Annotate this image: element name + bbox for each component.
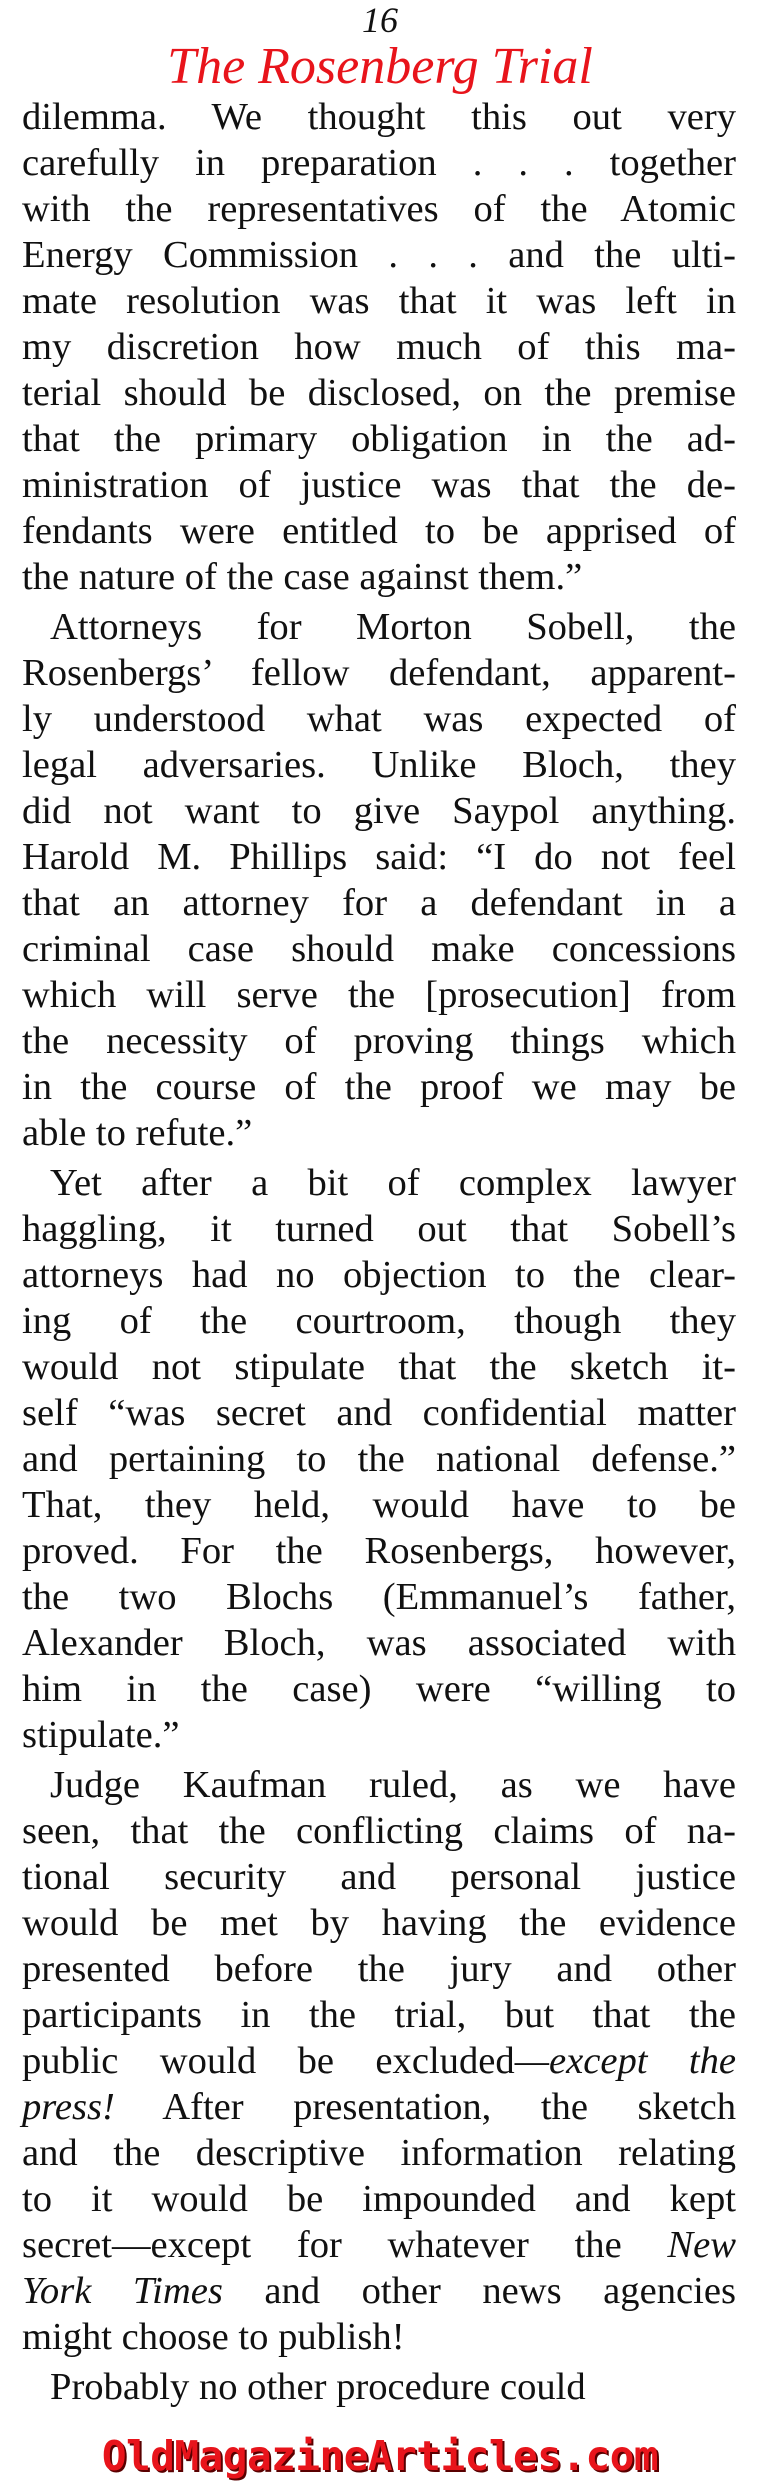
text-line: That, they held, would have to be <box>22 1484 736 1526</box>
text-line: my discretion how much of this ma- <box>22 326 736 368</box>
text-line: Harold M. Phillips said: “I do not feel <box>22 836 736 878</box>
text-line: Attorneys for Morton Sobell, the <box>50 606 736 648</box>
text-line: self “was secret and confidential matter <box>22 1392 736 1434</box>
text-line: to it would be impounded and kept <box>22 2178 736 2220</box>
text-line: ministration of justice was that the de- <box>22 464 736 506</box>
article-paragraph <box>22 604 736 1156</box>
text-line: and pertaining to the national defense.” <box>22 1438 736 1480</box>
text-line: Rosenbergs’ fellow defendant, apparent- <box>22 652 736 694</box>
text-line: Alexander Bloch, was associated with <box>22 1622 736 1664</box>
text-line: public would be excluded—except the <box>22 2040 737 2082</box>
text-line: the two Blochs (Emmanuel’s father, <box>22 1576 736 1618</box>
article-paragraph <box>22 1160 736 1758</box>
text-line: legal adversaries. Unlike Bloch, they <box>22 744 736 786</box>
text-line: Probably no other procedure could <box>50 2366 586 2408</box>
text-line: haggling, it turned out that Sobell’s <box>22 1208 736 1250</box>
text-line: attorneys had no objection to the clear- <box>22 1254 736 1296</box>
text-line: mate resolution was that it was left in <box>22 280 736 322</box>
text-line: carefully in preparation . . . together <box>22 142 736 184</box>
article-paragraph <box>22 2364 736 2410</box>
text-line: the nature of the case against them.” <box>22 556 583 598</box>
text-line: and the descriptive information relating <box>22 2132 736 2174</box>
text-line: did not want to give Saypol anything. <box>22 790 736 832</box>
text-line: him in the case) were “willing to <box>22 1668 736 1710</box>
text-line: fendants were entitled to be apprised of <box>22 510 736 552</box>
article-paragraph <box>22 1762 736 2360</box>
text-line: would not stipulate that the sketch it- <box>22 1346 736 1388</box>
page-title: The Rosenberg Trial <box>167 38 593 95</box>
page-number: 16 <box>362 0 398 40</box>
text-line: tional security and personal justice <box>22 1856 736 1898</box>
article-paragraph <box>22 94 736 600</box>
article-body <box>22 94 736 2414</box>
text-line: press! After presentation, the sketch <box>22 2086 736 2128</box>
text-line: might choose to publish! <box>22 2316 405 2358</box>
site-watermark: OldMagazineArticles.com <box>101 2432 659 2480</box>
text-line: terial should be disclosed, on the premise <box>22 372 736 414</box>
text-line: York Times and other news agencies <box>22 2270 736 2312</box>
text-line: presented before the jury and other <box>22 1948 736 1990</box>
text-line: seen, that the conflicting claims of na- <box>22 1810 736 1852</box>
text-line: that the primary obligation in the ad- <box>22 418 736 460</box>
text-line: criminal case should make concessions <box>22 928 736 970</box>
text-line: participants in the trial, but that the <box>22 1994 736 2036</box>
text-line: in the course of the proof we may be <box>22 1066 736 1108</box>
text-line: which will serve the [prosecution] from <box>22 974 736 1016</box>
text-line: proved. For the Rosenbergs, however, <box>22 1530 736 1572</box>
text-line: stipulate.” <box>22 1714 180 1756</box>
text-line: secret—except for whatever the New <box>22 2224 736 2266</box>
text-line: able to refute.” <box>22 1112 253 1154</box>
text-line: Judge Kaufman ruled, as we have <box>50 1764 736 1806</box>
text-line: with the representatives of the Atomic <box>22 188 736 230</box>
text-line: Yet after a bit of complex lawyer <box>50 1162 736 1204</box>
text-line: would be met by having the evidence <box>22 1902 736 1944</box>
text-line: ing of the courtroom, though they <box>22 1300 736 1342</box>
text-line: the necessity of proving things which <box>22 1020 736 1062</box>
text-line: ly understood what was expected of <box>22 698 736 740</box>
text-line: Energy Commission . . . and the ulti- <box>22 234 736 276</box>
text-line: that an attorney for a defendant in a <box>22 882 736 924</box>
text-line: dilemma. We thought this out very <box>22 96 736 138</box>
